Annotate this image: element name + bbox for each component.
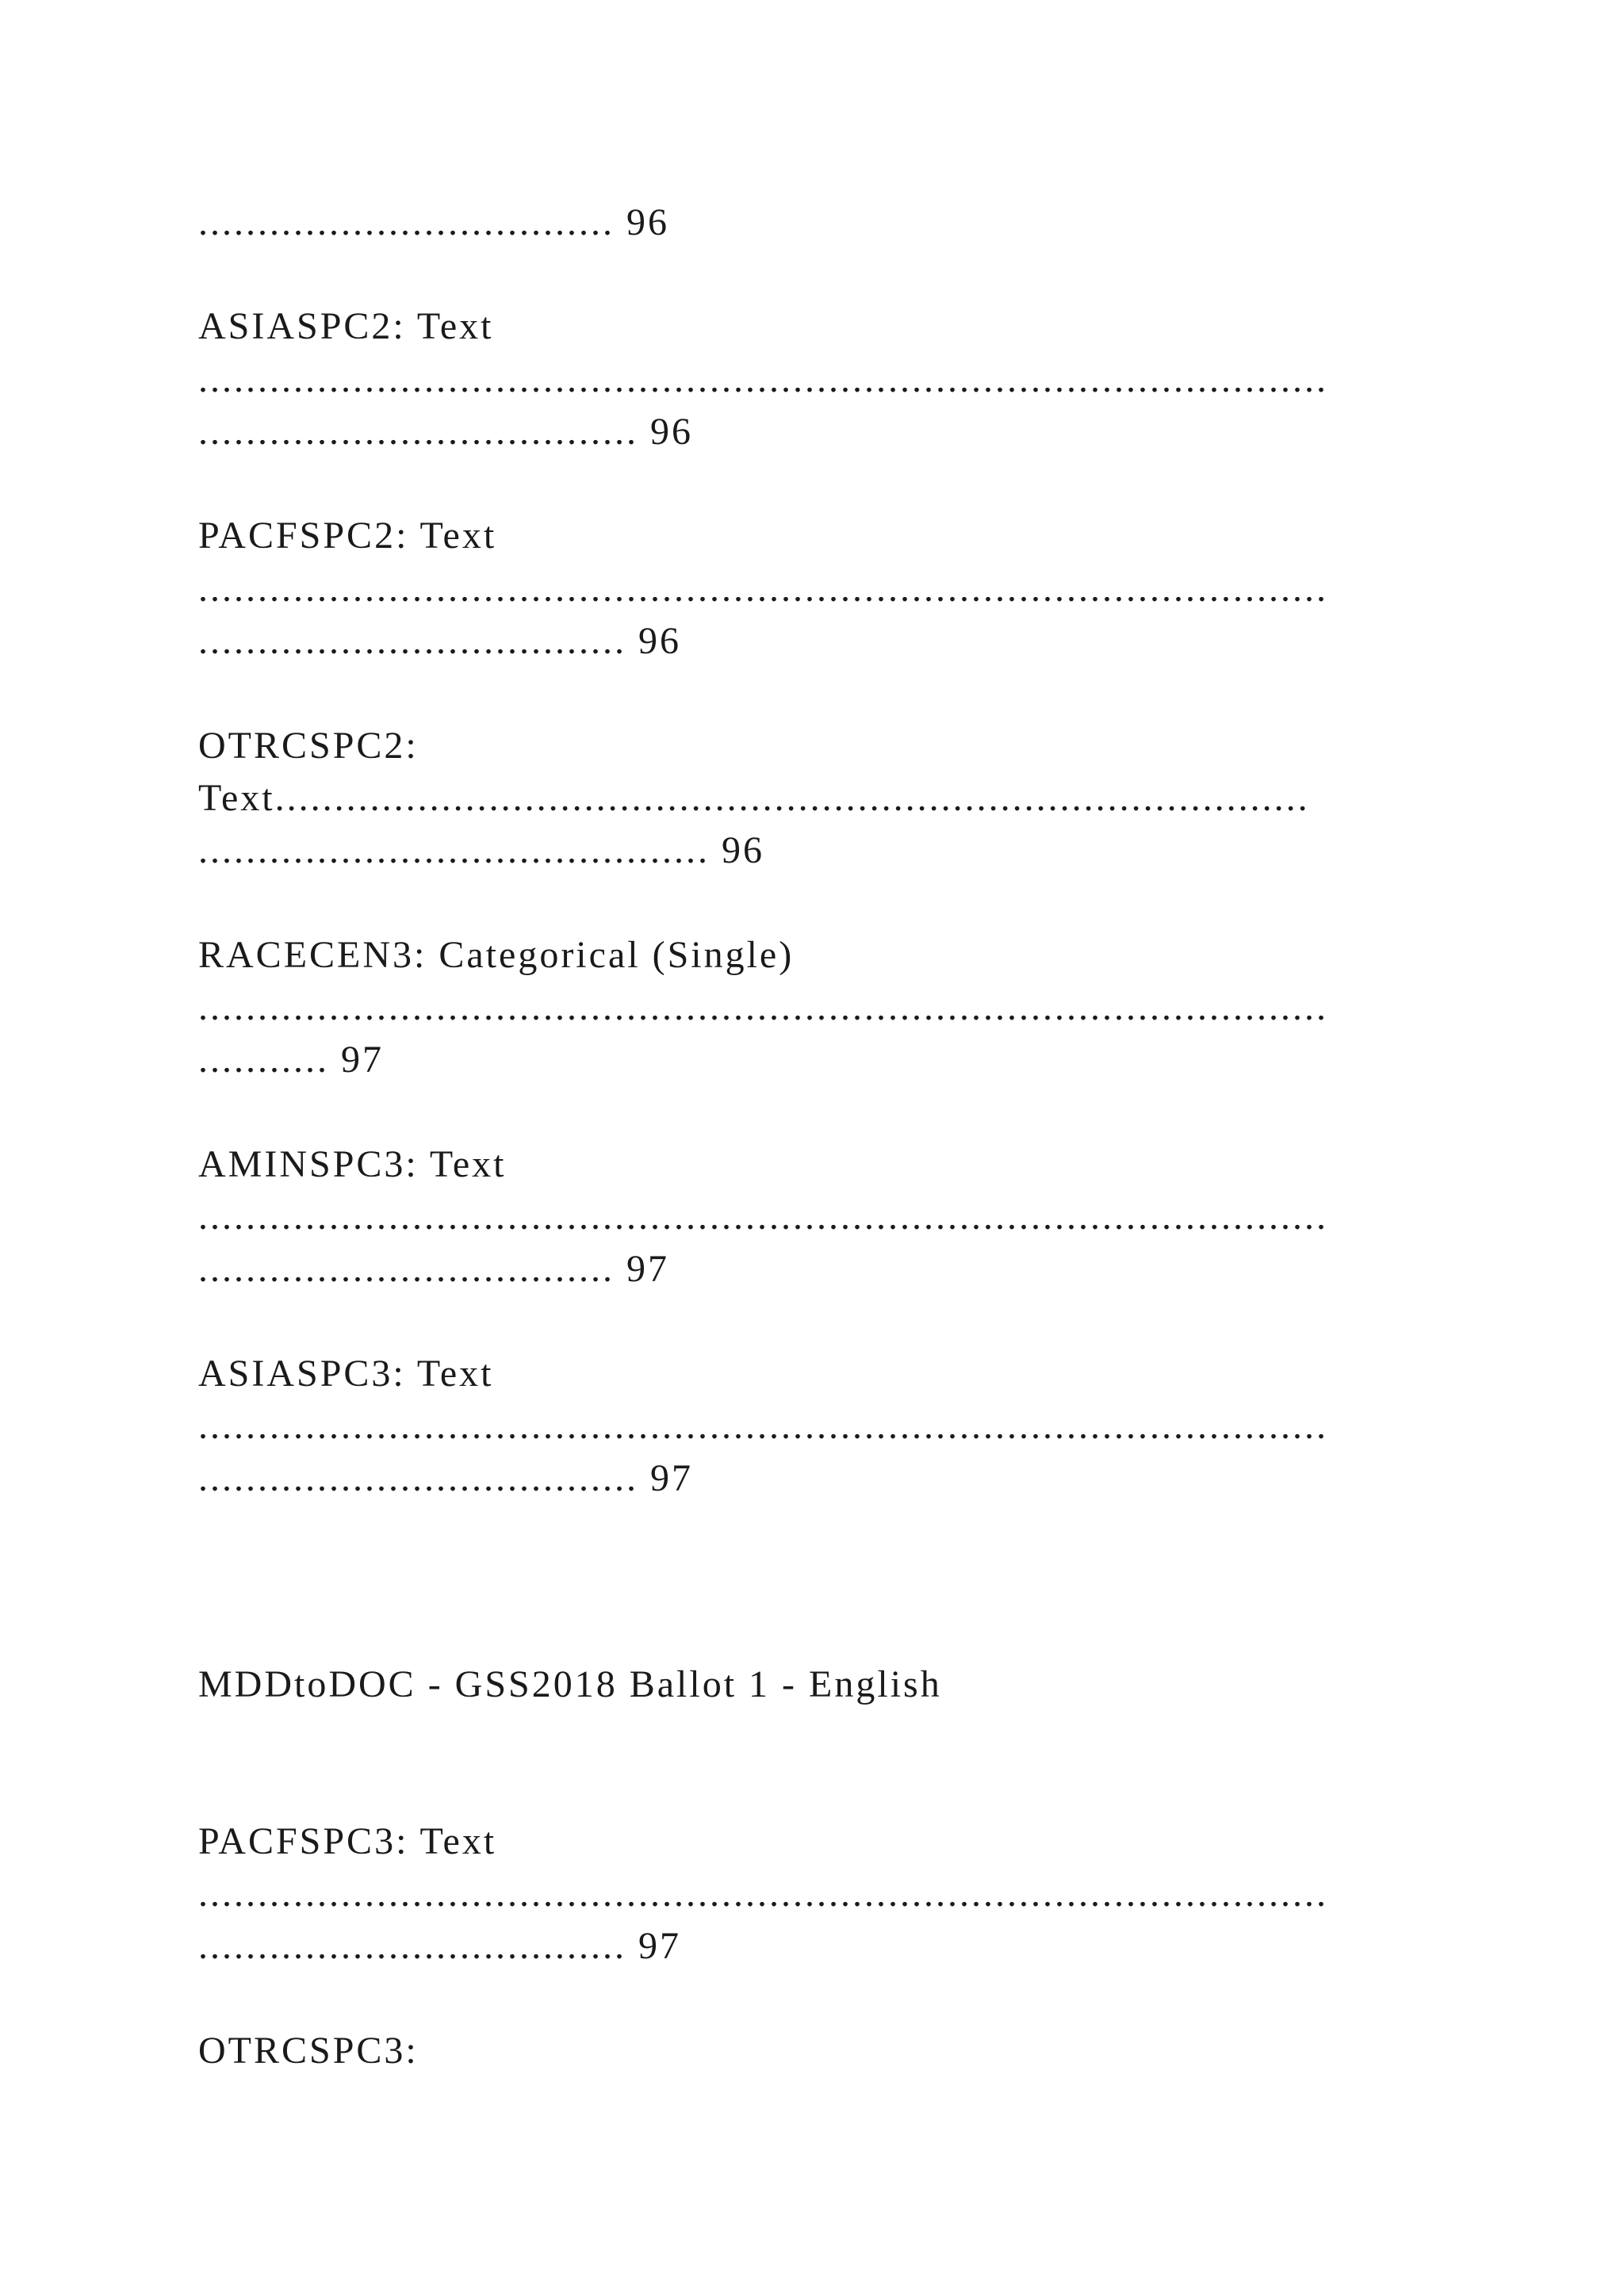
toc-page-number-line: ................................... 96 bbox=[198, 201, 669, 243]
toc-page-number-line: ..................................... 96 bbox=[198, 411, 693, 453]
page-header: MDDtoDOC - GSS2018 Ballot 1 - English bbox=[198, 1663, 942, 1705]
toc-entry-title: ASIASPC3: Text bbox=[198, 1353, 494, 1395]
toc-entry-title: ASIASPC2: Text bbox=[198, 305, 494, 347]
toc-leader-dots: ............................................................................................... bbox=[198, 358, 1328, 400]
toc-page-number-line: ........... 97 bbox=[198, 1039, 384, 1081]
toc-entry-title: OTRCSPC2: bbox=[198, 725, 419, 767]
toc-entry-title: PACFSPC2: Text bbox=[198, 515, 497, 557]
toc-page-number-line: .................................... 96 bbox=[198, 620, 681, 662]
toc-leader-dots: ............................................................................................... bbox=[198, 1196, 1328, 1238]
toc-page-number-line: ................................... 97 bbox=[198, 1248, 669, 1290]
toc-leader-dots: Text....................................................................................... bbox=[198, 777, 1310, 819]
toc-page-number-line: .................................... 97 bbox=[198, 1925, 681, 1967]
toc-page-number-line: ........................................... 96 bbox=[198, 829, 764, 871]
toc-leader-dots: ............................................................................................... bbox=[198, 1405, 1328, 1447]
toc-leader-dots: ............................................................................................... bbox=[198, 1873, 1328, 1915]
toc-entry-title: AMINSPC3: Text bbox=[198, 1143, 507, 1185]
toc-leader-dots: ............................................................................................... bbox=[198, 568, 1328, 610]
toc-entry-title: PACFSPC3: Text bbox=[198, 1820, 497, 1862]
toc-page-number-line: ..................................... 97 bbox=[198, 1457, 693, 1499]
toc-leader-dots: ............................................................................................... bbox=[198, 986, 1328, 1028]
toc-entry-title: OTRCSPC3: bbox=[198, 2030, 419, 2072]
toc-entry-title: RACECEN3: Categorical (Single) bbox=[198, 934, 795, 976]
